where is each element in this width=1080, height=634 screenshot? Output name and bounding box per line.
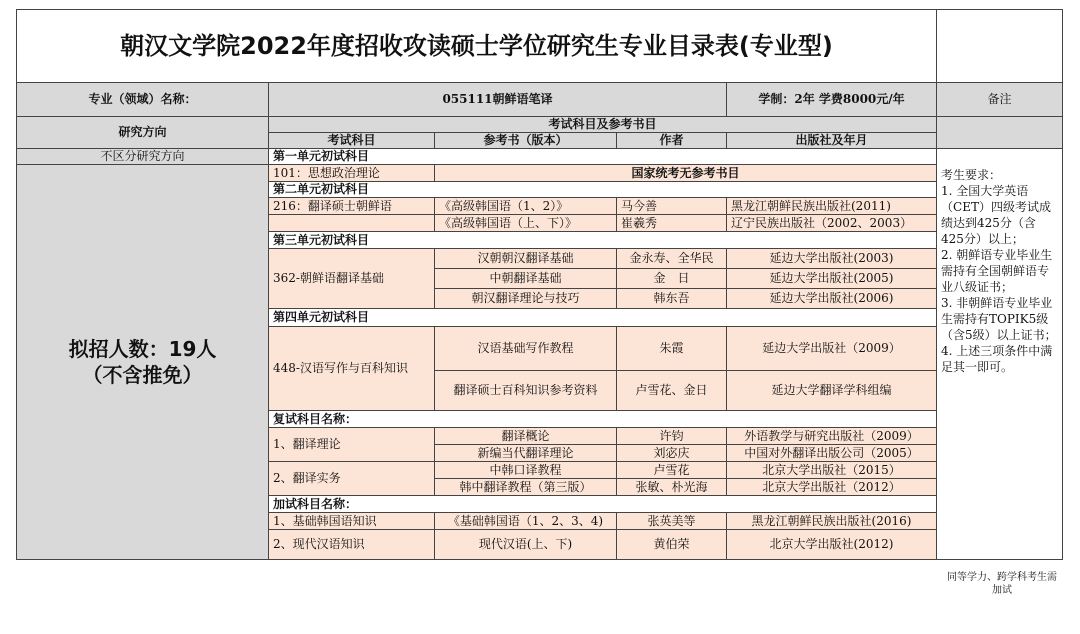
unit1-title: 第一单元初试科目 <box>269 149 937 165</box>
unit2-publisher-1: 黑龙江朝鲜民族出版社(2011) <box>727 198 937 215</box>
unit4-author-2: 卢雪花、金日 <box>617 371 727 411</box>
exam-books-header: 考试科目及参考书目 <box>269 117 937 133</box>
unit2-author-2: 崔羲秀 <box>617 215 727 232</box>
extra-publisher-1: 黑龙江朝鲜民族出版社(2016) <box>727 513 937 530</box>
retest-publisher-1-2: 中国对外翻译出版公司（2005） <box>727 445 937 462</box>
extra-book-2: 现代汉语(上、下) <box>435 530 617 560</box>
unit3-publisher-1: 延边大学出版社(2003) <box>727 249 937 269</box>
quota-line1: 拟招人数：19人 <box>68 337 217 361</box>
col-author-header: 作者 <box>617 133 727 149</box>
col-publisher-header: 出版社及年月 <box>727 133 937 149</box>
research-direction-label: 研究方向 <box>17 117 269 149</box>
extra-note: 同等学力、跨学科考生需加试 <box>944 571 1060 597</box>
requirements-note: 考生要求： 1. 全国大学英语（CET）四级考试成绩达到425分（含425分）以上； 2. 朝鲜语专业毕业生需持有全国朝鲜语专业八级证书； 3. 非朝鲜语专业毕业生需持有TOPIK5级（含5级）以上证书； 4. 上述三项条件中满足其一即可。 <box>937 149 1063 560</box>
unit3-title: 第三单元初试科目 <box>269 232 937 249</box>
retest-book-2-2: 韩中翻译教程（第三版） <box>435 479 617 496</box>
col-book-header: 参考书（版本） <box>435 133 617 149</box>
unit4-book-1: 汉语基础写作教程 <box>435 327 617 371</box>
unit2-subject: 216：翻译硕士朝鲜语 <box>269 198 435 215</box>
unit3-subject: 362-朝鲜语翻译基础 <box>269 249 435 309</box>
retest-author-1-2: 刘宓庆 <box>617 445 727 462</box>
unit4-author-1: 朱霞 <box>617 327 727 371</box>
retest-subject-1: 1、翻译理论 <box>269 428 435 462</box>
unit2-book-2: 《高级韩国语（上、下）》 <box>435 215 617 232</box>
unit3-publisher-3: 延边大学出版社(2006) <box>727 289 937 309</box>
unit3-book-3: 朝汉翻译理论与技巧 <box>435 289 617 309</box>
extra-subject-2: 2、现代汉语知识 <box>269 530 435 560</box>
unit1-subject: 101：思想政治理论 <box>269 165 435 182</box>
remarks-label: 备注 <box>937 83 1063 117</box>
direction-value: 不区分研究方向 <box>17 149 269 165</box>
retest-author-2-2: 张敏、朴光海 <box>617 479 727 496</box>
retest-publisher-2-1: 北京大学出版社（2015） <box>727 462 937 479</box>
unit2-book-1: 《高级韩国语（1、2）》 <box>435 198 617 215</box>
page-title: 朝汉文学院2022年度招收攻读硕士学位研究生专业目录表(专业型) <box>17 10 937 83</box>
unit2-title: 第二单元初试科目 <box>269 182 937 198</box>
unit3-book-1: 汉朝朝汉翻译基础 <box>435 249 617 269</box>
unit4-title: 第四单元初试科目 <box>269 309 937 327</box>
retest-author-1-1: 许钧 <box>617 428 727 445</box>
unit4-publisher-1: 延边大学出版社（2009） <box>727 327 937 371</box>
unit2-subject-blank <box>269 215 435 232</box>
retest-book-1-2: 新编当代翻译理论 <box>435 445 617 462</box>
col-subject-header: 考试科目 <box>269 133 435 149</box>
retest-publisher-1-1: 外语教学与研究出版社（2009） <box>727 428 937 445</box>
extra-author-2: 黄伯荣 <box>617 530 727 560</box>
extra-author-1: 张英美等 <box>617 513 727 530</box>
retest-author-2-1: 卢雪花 <box>617 462 727 479</box>
unit3-author-1: 金永寿、全华民 <box>617 249 727 269</box>
quota-cell <box>17 165 269 560</box>
unit3-author-2: 金 日 <box>617 269 727 289</box>
catalog-table-wrapper <box>16 9 1062 560</box>
title-blank-cell <box>937 10 1063 83</box>
unit2-author-1: 马今善 <box>617 198 727 215</box>
extra-publisher-2: 北京大学出版社(2012) <box>727 530 937 560</box>
retest-book-1-1: 翻译概论 <box>435 428 617 445</box>
extra-book-1: 《基础韩国语（1、2、3、4) <box>435 513 617 530</box>
unit3-book-2: 中朝翻译基础 <box>435 269 617 289</box>
catalog-table <box>16 9 1063 560</box>
unit3-publisher-2: 延边大学出版社(2005) <box>727 269 937 289</box>
unit1-note: 国家统考无参考书目 <box>435 165 937 182</box>
extra-subject-1: 1、基础韩国语知识 <box>269 513 435 530</box>
major-name: 055111朝鲜语笔译 <box>269 83 727 117</box>
extra-title: 加试科目名称： <box>269 496 937 513</box>
remarks-blank-cell <box>937 117 1063 149</box>
unit4-book-2: 翻译硕士百科知识参考资料 <box>435 371 617 411</box>
retest-publisher-2-2: 北京大学出版社（2012） <box>727 479 937 496</box>
unit2-publisher-2: 辽宁民族出版社（2002、2003） <box>727 215 937 232</box>
unit4-publisher-2: 延边大学翻译学科组编 <box>727 371 937 411</box>
major-label: 专业（领域）名称： <box>17 83 269 117</box>
retest-book-2-1: 中韩口译教程 <box>435 462 617 479</box>
unit4-subject: 448-汉语写作与百科知识 <box>269 327 435 411</box>
quota-line2: （不含推免） <box>82 363 203 387</box>
duration-fee: 学制：2年 学费8000元/年 <box>727 83 937 117</box>
retest-subject-2: 2、翻译实务 <box>269 462 435 496</box>
retest-title: 复试科目名称： <box>269 411 937 428</box>
unit3-author-3: 韩东吾 <box>617 289 727 309</box>
